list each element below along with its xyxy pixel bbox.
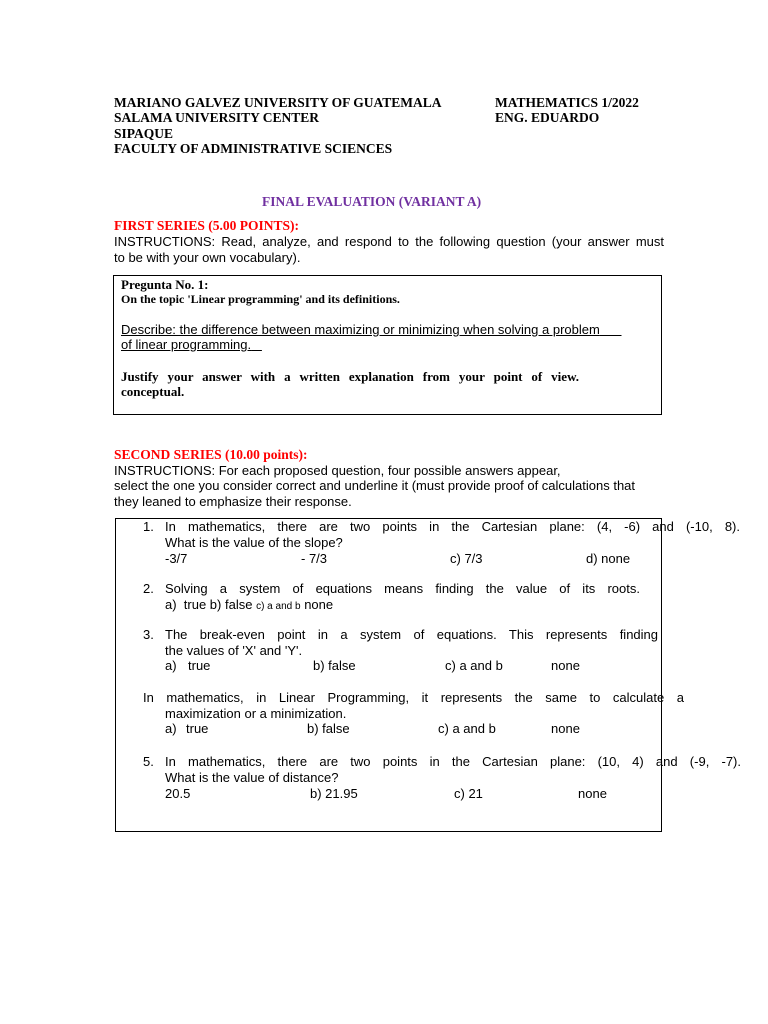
- q2-number: 2.: [143, 581, 154, 596]
- q2-option-c: c) a and b: [256, 601, 301, 612]
- q5-option-none: none: [578, 786, 607, 801]
- university-center: SALAMA UNIVERSITY CENTER: [114, 110, 320, 125]
- question-1-box: [113, 275, 662, 415]
- q1-option-a: -3/7: [165, 551, 188, 566]
- q5-text-line2: What is the value of distance?: [165, 770, 339, 785]
- q2-text-line1: Solving a system of equations means finding the value of its roots.: [165, 581, 640, 596]
- q1-option-b: - 7/3: [301, 551, 328, 566]
- q3-text-line2: the values of 'X' and 'Y'.: [165, 643, 303, 658]
- q1-option-c: c) 7/3: [450, 551, 483, 566]
- justify-line1: Justify your answer with a written explanation from your point of view.: [121, 369, 579, 384]
- q3-option-a-label: a): [165, 658, 177, 673]
- second-series-instructions-line2: select the one you consider correct and underline it (must provide proof of calculations that: [114, 478, 636, 493]
- q4-text-line2: maximization or a minimization.: [165, 706, 347, 721]
- q5-option-a: 20.5: [165, 786, 191, 801]
- question-topic: On the topic 'Linear programming' and its definitions.: [121, 292, 400, 306]
- q5-number: 5.: [143, 754, 154, 769]
- q1-text-line1: In mathematics, there are two points in the Cartesian plane: (4, -6) and (-10, 8).: [165, 519, 740, 534]
- q2-option-a-label: a): [165, 597, 177, 612]
- second-series-instructions-line3: they leaned to emphasize their response.: [114, 494, 352, 509]
- university-name: MARIANO GALVEZ UNIVERSITY OF GUATEMALA: [114, 95, 442, 110]
- faculty: FACULTY OF ADMINISTRATIVE SCIENCES: [114, 141, 393, 156]
- location: SIPAQUE: [114, 126, 174, 141]
- q3-number: 3.: [143, 627, 154, 642]
- describe-line1: Describe: the difference between maximizing or minimizing when solving a problem: [121, 322, 600, 337]
- q3-option-b: b) false: [313, 658, 356, 673]
- course: MATHEMATICS 1/2022: [495, 95, 639, 110]
- q4-option-c: c) a and b: [438, 721, 496, 736]
- justify-line2: conceptual.: [121, 384, 185, 399]
- first-series-heading: FIRST SERIES (5.00 POINTS):: [114, 218, 300, 233]
- q5-text-line1: In mathematics, there are two points in the Cartesian plane: (10, 4) and (-9, -7).: [165, 754, 741, 769]
- q3-option-none: none: [551, 658, 580, 673]
- q1-text-line2: What is the value of the slope?: [165, 535, 343, 550]
- q2-option-none: none: [304, 597, 334, 612]
- describe-line2: of linear programming.: [121, 337, 252, 352]
- page-title: FINAL EVALUATION (VARIANT A): [262, 194, 482, 209]
- q1-option-d: d) none: [586, 551, 631, 566]
- q4-option-a-label: a): [165, 721, 177, 736]
- second-series-instructions-line1: INSTRUCTIONS: For each proposed question, four possible answers appear,: [114, 463, 561, 478]
- q3-text-line1: The break-even point in a system of equations. This represents finding: [165, 627, 658, 642]
- first-series-instructions-line2: to be with your own vocabulary).: [114, 250, 301, 265]
- q2-options: [165, 597, 333, 614]
- q1-number: 1.: [143, 519, 154, 534]
- q4-option-none: none: [551, 721, 580, 736]
- q2-option-true-false: true b) false: [183, 597, 253, 612]
- q4-option-a: true: [186, 721, 209, 736]
- q3-option-a: true: [188, 658, 211, 673]
- q3-option-c: c) a and b: [445, 658, 503, 673]
- q5-option-b: b) 21.95: [310, 786, 358, 801]
- second-series-heading: SECOND SERIES (10.00 points):: [114, 447, 308, 462]
- first-series-instructions-line1: INSTRUCTIONS: Read, analyze, and respond to the following question (your answer must: [114, 234, 664, 249]
- q5-option-c: c) 21: [454, 786, 483, 801]
- question-number: Pregunta No. 1:: [121, 277, 209, 292]
- q4-option-b: b) false: [307, 721, 350, 736]
- teacher: ENG. EDUARDO: [495, 110, 600, 125]
- q4-text-line1: In mathematics, in Linear Programming, it represents the same to calculate a: [143, 690, 684, 705]
